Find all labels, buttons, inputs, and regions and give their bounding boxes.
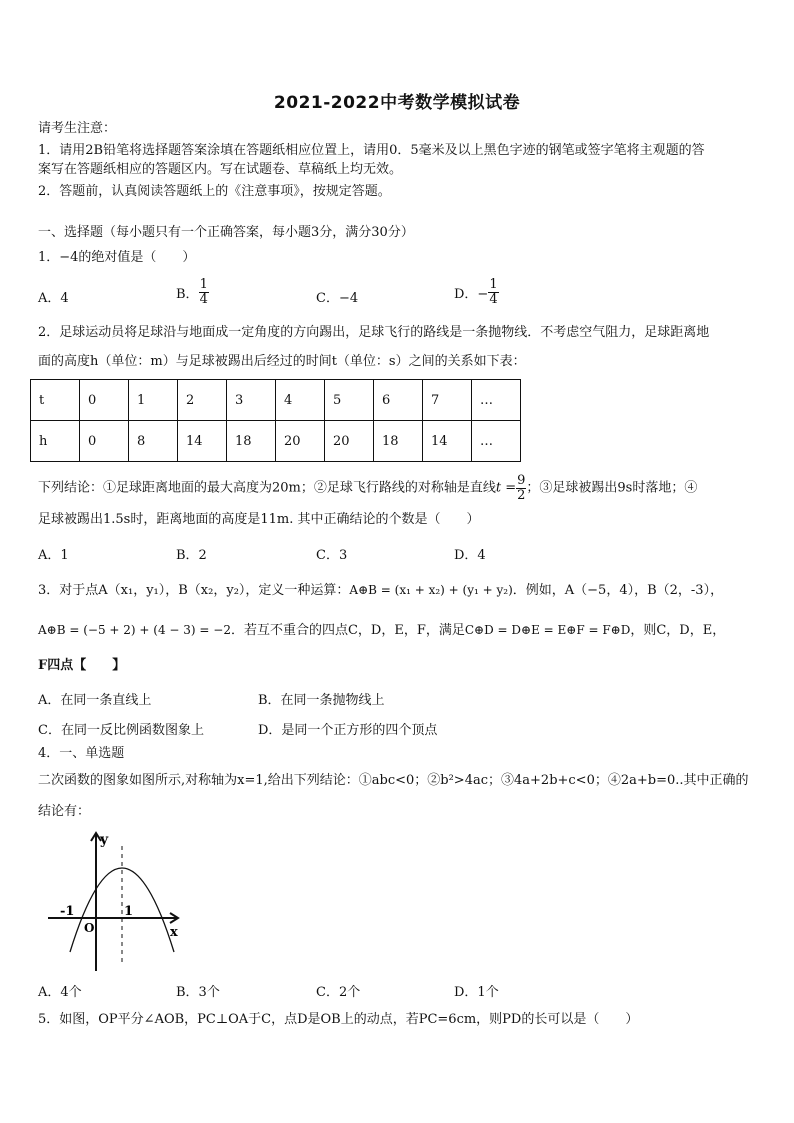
q2-option-c: C．3 [316,548,348,563]
q2-fraction-denominator: 2 [517,488,526,503]
q1-option-d [454,278,499,307]
q1-option-c: C．−4 [316,291,359,306]
question-4-line-1: 二次函数的图象如图所示,对称轴为x=1,给出下列结论：①abc<0；②b²>4ac；③4a+2b+c<0；④2a+b=0..其中正确的 [38,773,749,788]
q1-b-denominator: 4 [199,292,208,307]
q1-option-d-fraction [488,278,498,307]
q2-data-table [30,379,521,462]
table-cell: 8 [129,421,178,462]
section-heading: 一、选择题（每小题只有一个正确答案，每小题3分，满分30分） [38,225,414,240]
q4-option-a: A．4个 [38,985,82,1000]
q3-example-formula: A⊕B = (−5 + 2) + (4 − 3) = −2 [38,623,231,637]
q3-definition-formula: A⊕B = (x₁ + x₂) + (y₁ + y₂) [349,583,513,597]
table-cell: h [31,421,80,462]
question-2-line-2: 面的高度h（单位：m）与足球被踢出后经过的时间t（单位：s）之间的关系如下表： [38,354,526,369]
table-row-t [31,380,521,421]
table-cell: … [472,380,521,421]
table-cell: 4 [276,380,325,421]
question-2-line-1: 2．足球运动员将足球沿与地面成一定角度的方向踢出，足球飞行的路线是一条抛物线．不考虑空气阻力，足球距离地 [38,325,710,340]
page-title: 2021-2022中考数学模拟试卷 [273,93,521,113]
table-cell: 7 [423,380,472,421]
question-3-line-2 [38,621,725,640]
q2-conclusions-part-2: ；③足球被踢出9s时落地；④ [526,480,698,496]
q1-option-b [176,278,209,307]
q4-option-d: D．1个 [454,985,499,1000]
q3-option-a: A．在同一条直线上 [38,693,152,708]
q4-option-c: C．2个 [316,985,361,1000]
q2-option-d: D．4 [454,548,486,563]
table-cell: 20 [325,421,374,462]
q4-option-b: B．3个 [176,985,220,1000]
table-cell: 0 [80,380,129,421]
q3-line-2-text: ．若互不重合的四点C，D，E，F，满足 [230,623,465,638]
question-4-header: 4．一、单选题 [38,746,125,761]
q1-d-numerator: 1 [489,277,498,292]
q3-option-d: D．是同一个正方形的四个顶点 [258,723,438,738]
q2-t-equals: t = [495,480,517,496]
origin-label: O [84,921,95,935]
table-cell: 20 [276,421,325,462]
table-cell: 14 [423,421,472,462]
q1-option-b-label: B． [176,287,199,302]
question-4-line-2: 结论有： [38,804,91,819]
question-1-stem: 1．−4的绝对值是（ ） [38,250,196,265]
table-cell: 18 [227,421,276,462]
question-3-line-1 [38,581,723,600]
table-cell: 2 [178,380,227,421]
parabola-graph [42,826,192,974]
q3-option-b: B．在同一条抛物线上 [258,693,385,708]
question-3-line-3: F四点【 】 [38,658,126,673]
q1-option-b-fraction [199,278,209,307]
x-axis-label: x [170,925,178,940]
q1-d-denominator: 4 [489,292,498,307]
table-cell: … [472,421,521,462]
q1-b-numerator: 1 [199,277,208,292]
q2-fraction-numerator: 9 [517,473,526,488]
table-cell: 1 [129,380,178,421]
question-5-stem: 5．如图，OP平分∠AOB，PC⊥OA于C，点D是OB上的动点，若PC=6cm，则PD的长可以是（ ） [38,1012,639,1027]
notice-item-1-line-2: 案写在答题纸相应的答题区内。写在试题卷、草稿纸上均无效。 [38,162,403,177]
q2-conclusions-part-1: 下列结论：①足球距离地面的最大高度为20m；②足球飞行路线的对称轴是直线 [38,480,496,496]
tick-label-1: 1 [124,904,134,919]
table-cell: 3 [227,380,276,421]
table-row-h [31,421,521,462]
question-2-line-3 [38,474,697,503]
table-cell: 14 [178,421,227,462]
q1-option-a: A．4 [38,291,69,306]
q3-condition-formula: C⊕D = D⊕E = E⊕F = F⊕D [464,623,631,637]
table-cell: 6 [374,380,423,421]
q2-option-a: A．1 [38,548,69,563]
table-cell: t [31,380,80,421]
question-2-line-4: 足球被踢出1.5s时，距离地面的高度是11m. 其中正确结论的个数是（ ） [38,512,480,527]
table-cell: 18 [374,421,423,462]
q2-fraction-nine-halves [516,474,526,503]
notice-item-1-line-1: 1．请用2B铅笔将选择题答案涂填在答题纸相应位置上，请用0．5毫米及以上黑色字迹的钢笔或签字笔将主观题的答 [38,143,705,158]
notice-item-2: 2．答题前，认真阅读答题纸上的《注意事项》，按规定答题。 [38,184,391,199]
q1-option-d-label: D．− [454,287,489,302]
q2-option-b: B．2 [176,548,207,563]
q3-line-1-text: 3．对于点A（x₁，y₁），B（x₂，y₂），定义一种运算： [38,583,350,598]
table-cell: 0 [80,421,129,462]
table-cell: 5 [325,380,374,421]
notice-heading: 请考生注意： [38,121,117,136]
tick-label-neg-1: -1 [60,904,75,919]
q3-line-1-example: ．例如，A（−5，4），B（2，-3）， [512,583,724,598]
q3-line-2-tail: ，则C，D，E， [630,623,726,638]
q3-option-c: C．在同一反比例函数图象上 [38,723,204,738]
y-axis-label: y [100,832,109,848]
